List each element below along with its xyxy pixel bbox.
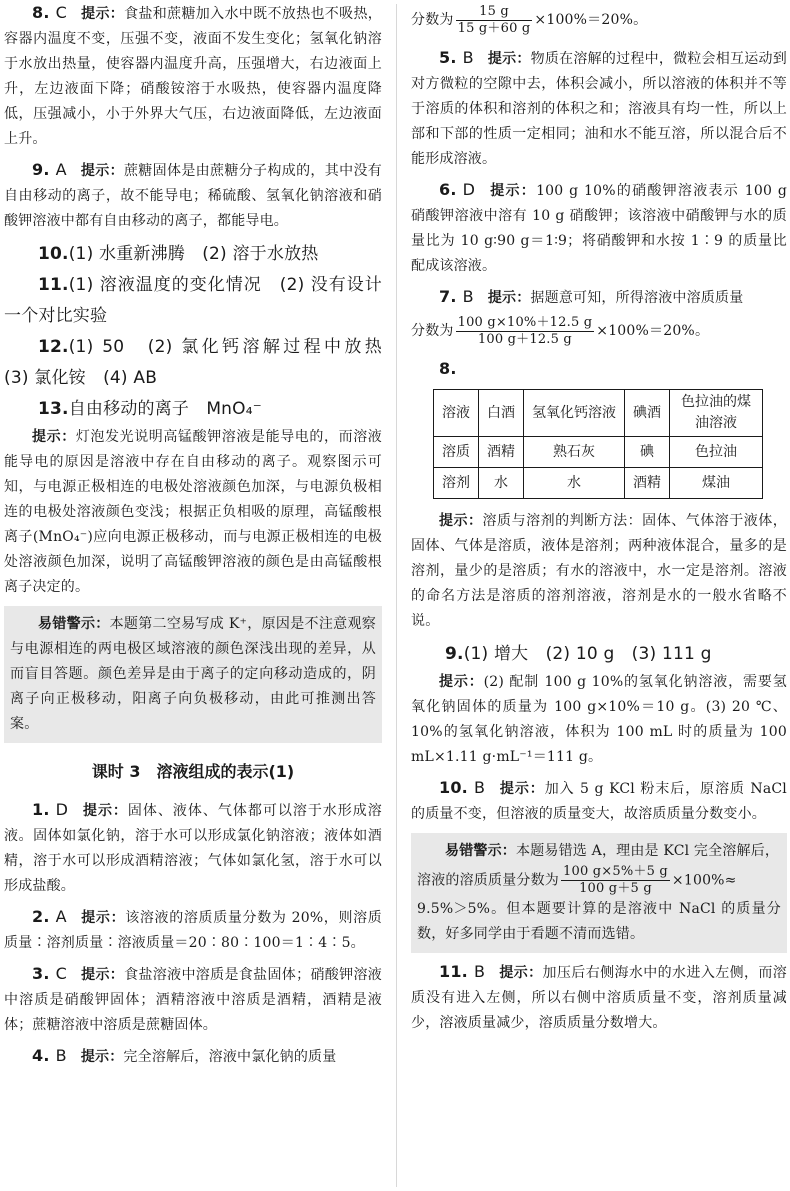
choice: B [462,48,474,67]
table-cell: 酒精 [479,437,524,468]
choice: B [473,962,486,981]
section-answer-7: 7. B 提示：据题意可知，所得溶液中溶质质量 [439,287,744,306]
hint-text: (2) 配制 100 g 10%的氢氧化钠溶液，需要氢氧化钠固体的质量为 100 g×10%＝10 g。(3) 20 ℃、10%的氢氧化钠溶液，体积为 100 mL 时的质量为 100 mL×1.11 g·mL⁻¹＝111 g。 [411,674,787,765]
fraction: $\frac{15 g}{15 g+60 g}$ [457,3,531,36]
section-answer-1: 1. D 提示：固体、液体、气体都可以溶于水形成溶液。固体如氯化钠，溶于水可以形成氯化钠溶液；液体如酒精，溶于水可以形成酒精溶液；气体如氯化氢，溶于水可以形成盐酸。 [4,800,382,894]
hint-text: 完全溶解后，溶液中氯化钠的质量 [123,1049,337,1065]
section-answer-2: 2. A 提示：该溶液的溶质质量分数为 20%，则溶质质量∶溶剂质量∶溶液质量＝20∶80∶100＝1∶4∶5。 [4,907,382,951]
answer-13: 13.自由移动的离子 MnO₄⁻ [38,399,262,419]
hint-text: 加入 5 g KCl 粉末后，原溶质 NaCl 的质量不变，但溶液的质量变大，故溶质质量分数变小。 [411,781,787,822]
table-cell: 氢氧化钙溶液 [524,390,625,437]
answer-7-formula: 分数为 $\frac{100 g\times 10\%+12.5 g}{100 g+12.5 g}$ ×100%＝20%。 [411,314,710,347]
left-column [4,0,400,1070]
choice: B [462,287,474,306]
table-cell: 碘 [625,437,670,468]
answer-8-hint: 提示：溶质与溶剂的判断方法：固体、气体溶于液体，固体、气体是溶质，液体是溶剂；两种液体混合，量多的是溶剂，量少的是溶质；有水的溶液中，水一定是溶剂。溶液的命名方法是溶质的溶剂溶液，溶剂是水的一般水省略不说。 [411,513,787,629]
hint-text: 该溶液的溶质质量分数为 20%，则溶质质量∶溶剂质量∶溶液质量＝20∶80∶100＝1∶4∶5。 [4,910,382,951]
hint-text: 灯泡发光说明高锰酸钾溶液是能导电的，而溶液能导电的原因是溶液中存在自由移动的离子。观察图示可知，与电源正极相连的电极处溶液颜色加深，与电源负极相连的电极处溶液颜色变浅；根据正负相吸的原理，高锰酸根离子(MnO₄⁻)应向电源正极移动，而与电源正极相连的电极处溶液颜色加深，说明了高锰酸钾溶液的颜色是由高锰酸根离子决定的。 [4,429,383,595]
answer-11: 11.(1) 溶液温度的变化情况 (2) 没有设计一个对比实验 [4,275,382,326]
answer-9-hint: 提示：(2) 配制 100 g 10%的氢氧化钠溶液，需要氢氧化钠固体的质量为 100 g×10%＝10 g。(3) 20 ℃、10%的氢氧化钠溶液，体积为 100 mL 时的质量为 100 mL×1.11 g·mL⁻¹＝111 g。 [411,674,787,765]
fraction: $\frac{100 g\times 5\%+5 g}{100 g+5 g}$ [563,864,668,896]
table-cell: 色拉油 [670,437,763,468]
table-cell: 碘酒 [625,390,670,437]
table-cell: 水 [524,468,625,499]
answer-4-continued: 分数为 $\frac{15 g}{15 g+60 g}$ ×100%＝20%。 [411,3,648,36]
answer-12: 12.(1) 50 (2) 氯化钙溶解过程中放热 (3) 氯化铵 (4) AB [4,337,400,388]
answer-9: 9. A 提示：蔗糖固体是由蔗糖分子构成的，其中没有自由移动的离子，故不能导电；稀硫酸、氢氧化钠溶液和硝酸钾溶液中都有自由移动的离子，都能导电。 [4,160,382,229]
section-answer-8: 8. [439,359,457,378]
section-answer-6: 6. D 提示：100 g 10%的硝酸钾溶液表示 100 g 硝酸钾溶液中溶有 10 g 硝酸钾；该溶液中硝酸钾与水的质量比为 10 g∶90 g＝1∶9；将硝酸钾和水按 1∶9 的质量比配成该溶液。 [411,180,787,274]
warning-label: 易错警示： [38,616,110,632]
choice: A [55,160,67,179]
section-answer-11: 11. B 提示：加压后右侧海水中的水进入左侧，而溶质没有进入左侧，所以右侧中溶质质量不变，溶剂质量减少，溶液质量减少，溶质质量分数增大。 [411,962,787,1031]
choice: C [55,964,67,983]
section-answer-10: 10. B 提示：加入 5 g KCl 粉末后，原溶质 NaCl 的质量不变，但溶液的质量变大，故溶质质量分数变小。 [411,778,787,822]
choice: C [55,3,67,22]
answer-13-hint: 提示：灯泡发光说明高锰酸钾溶液是能导电的，而溶液能导电的原因是溶液中存在自由移动的离子。观察图示可知，与电源正极相连的电极处溶液颜色加深，与电源负极相连的电极处溶液颜色变浅；根据正负相吸的原理，高锰酸根离子(MnO₄⁻)应向电源正极移动，而与电源正极相连的电极处溶液颜色加深，说明了高锰酸钾溶液的颜色是由高锰酸根离子决定的。 [4,429,383,595]
section-answer-4: 4. B 提示：完全溶解后，溶液中氯化钠的质量 [32,1046,337,1065]
hint-text: 食盐溶液中溶质是食盐固体；硝酸钾溶液中溶质是硝酸钾固体；酒精溶液中溶质是酒精，酒精是液体；蔗糖溶液中溶质是蔗糖固体。 [4,967,382,1033]
hint-text: 食盐和蔗糖加入水中既不放热也不吸热，容器内温度不变，压强不变，液面不发生变化；氢氧化钠溶于水放出热量，使容器内温度升高，压强增大，右边液面上升，左边液面下降；硝酸铵溶于水吸热，使容器内温度降低，压强减小，小于外界大气压，右边液面降低，左边液面上升。 [4,6,382,147]
hint-text: 物质在溶解的过程中，微粒会相互运动到对方微粒的空隙中去，体积会减小，所以溶液的体积并不等于溶质的体积和溶剂的体积之和；溶液具有均一性，所以上部和下部的性质一定相同；油和水不能互溶，所以混合后不能形成溶液。 [411,51,787,167]
hint-text: 溶质与溶剂的判断方法：固体、气体溶于液体，固体、气体是溶质，液体是溶剂；两种液体混合，量多的是溶剂，量少的是溶质；有水的溶液中，水一定是溶剂。溶液的命名方法是溶质的溶剂溶液，溶剂是水的一般水省略不说。 [411,513,787,629]
table-cell: 溶剂 [434,468,479,499]
table-cell: 水 [479,468,524,499]
table-cell: 溶液 [434,390,479,437]
warning-label: 易错警示： [445,843,516,859]
hint-text: 加压后右侧海水中的水进入左侧，而溶质没有进入左侧，所以右侧中溶质质量不变，溶剂质量减少，溶液质量减少，溶质质量分数增大。 [411,965,787,1031]
warning-text: 9.5%＞5%。但本题要计算的是溶液中 NaCl 的质量分数，好多同学由于看题不清而选错。 [417,901,781,942]
choice: D [55,800,69,819]
table-cell: 熟石灰 [524,437,625,468]
hint-text: 100 g 10%的硝酸钾溶液表示 100 g 硝酸钾溶液中溶有 10 g 硝酸钾；该溶液中硝酸钾与水的质量比为 10 g∶90 g＝1∶9；将硝酸钾和水按 1∶9 的质量比配成该溶液。 [411,183,787,274]
warning-text: 本题易错选 A，理由是 KCl 完全溶解后， [516,843,780,859]
hint-text: 据题意可知，所得溶液中溶质质量 [530,290,744,306]
table-row [434,468,763,499]
error-warning-box: 易错警示：本题易错选 A，理由是 KCl 完全溶解后， 溶液的溶质质量分数为 $\frac{100 g\times 5\%+5 g}{100 g+5 g}$ ×100%≈ 9.5%＞5%。但本题要计算的是溶液中 NaCl 的质量分数，好多同学由于看题不清而选错。 [411,833,787,953]
section-answer-9: 9.(1) 增大 (2) 10 g (3) 111 g [445,644,712,664]
table-row [434,437,763,468]
warning-text: 本题第二空易写成 K⁺，原因是不注意观察与电源相连的两电极区域溶液的颜色深浅出现的差异，从而盲目答题。颜色差异是由于离子的定向移动造成的，阴离子向正极移动，阳离子向负极移动，由此可推测出答案。 [10,616,376,732]
table-row [434,390,763,437]
right-column [411,0,787,1036]
section-answer-5: 5. B 提示：物质在溶解的过程中，微粒会相互运动到对方微粒的空隙中去，体积会减小，所以溶液的体积并不等于溶质的体积和溶剂的体积之和；溶液具有均一性，所以上部和下部的性质一定相同；油和水不能互溶，所以混合后不能形成溶液。 [411,48,787,167]
section-title: 课时 3 溶液组成的表示(1) [91,762,295,781]
choice: B [55,1046,67,1065]
hint-text: 固体、液体、气体都可以溶于水形成溶液。固体如氯化钠，溶于水可以形成氯化钠溶液；液体如酒精，溶于水可以形成酒精溶液；气体如氯化氢，溶于水可以形成盐酸。 [4,803,382,894]
section-answer-3: 3. C 提示：食盐溶液中溶质是食盐固体；硝酸钾溶液中溶质是硝酸钾固体；酒精溶液中溶质是酒精，酒精是液体；蔗糖溶液中溶质是蔗糖固体。 [4,964,382,1033]
table-cell: 溶质 [434,437,479,468]
choice: D [462,180,476,199]
hint-text: 蔗糖固体是由蔗糖分子构成的，其中没有自由移动的离子，故不能导电；稀硫酸、氢氧化钠溶液和硝酸钾溶液中都有自由移动的离子，都能导电。 [4,163,382,229]
choice: A [55,907,67,926]
column-divider [396,4,397,1187]
table-cell: 色拉油的煤油溶液 [670,390,763,437]
table-cell: 煤油 [670,468,763,499]
answer-8: 8. C 提示：食盐和蔗糖加入水中既不放热也不吸热，容器内温度不变，压强不变，液面不发生变化；氢氧化钠溶于水放出热量，使容器内温度升高，压强增大，右边液面上升，左边液面下降；硝酸铵溶于水吸热，使容器内温度降低，压强减小，小于外界大气压，右边液面降低，左边液面上升。 [4,3,382,147]
choice: B [473,778,486,797]
error-warning-box [4,606,382,743]
solution-table [433,389,763,499]
table-cell: 酒精 [625,468,670,499]
table-cell: 白酒 [479,390,524,437]
answer-10: 10.(1) 水重新沸腾 (2) 溶于水放热 [38,244,319,264]
fraction: $\frac{100 g\times 10\%+12.5 g}{100 g+12.5 g}$ [457,314,593,347]
